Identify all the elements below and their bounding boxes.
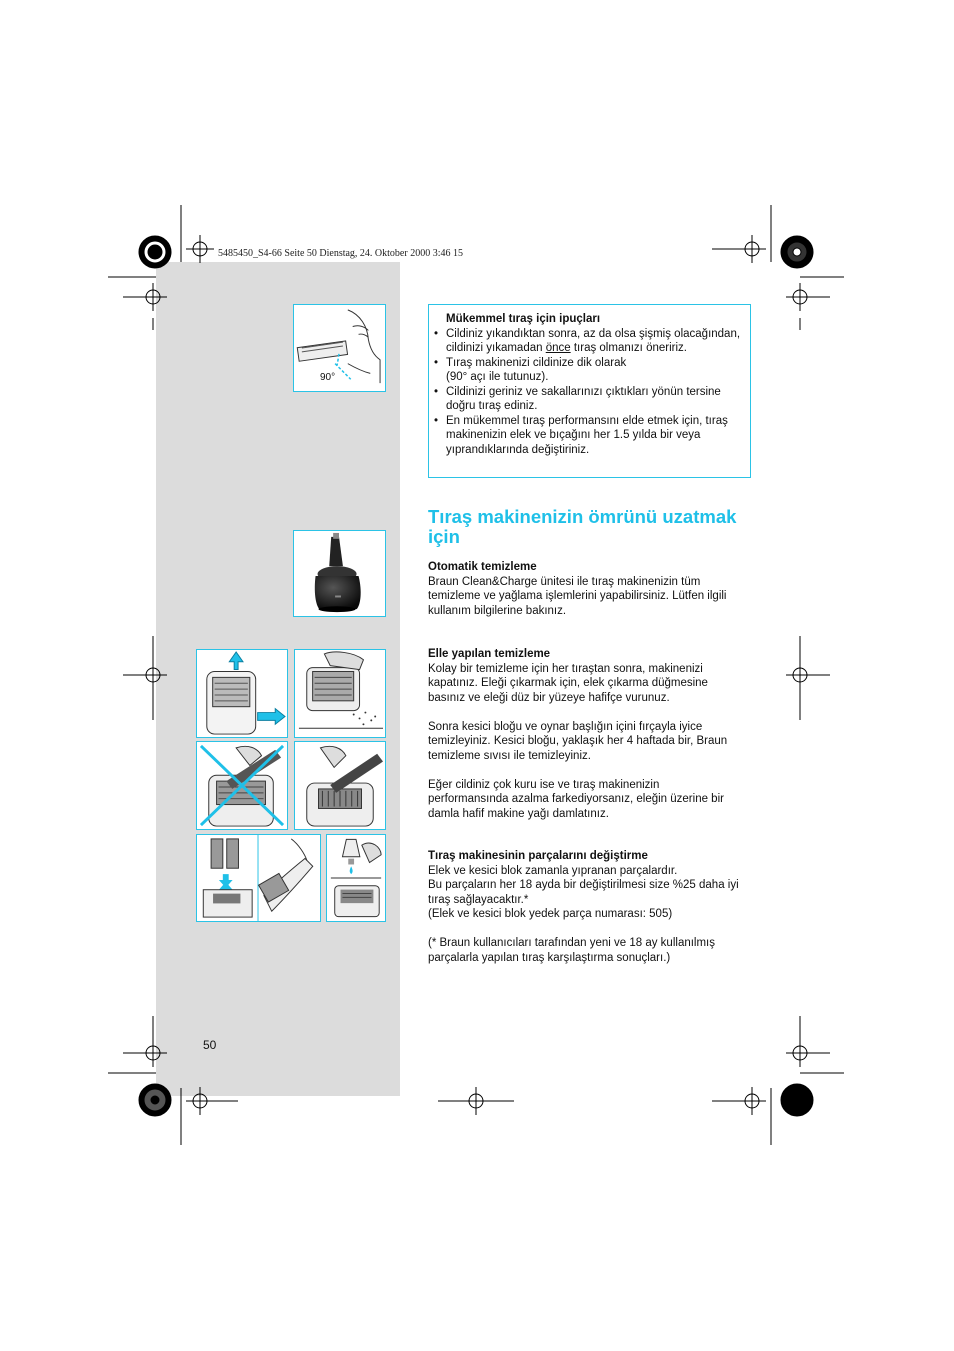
manual-clean-para2: Sonra kesici bloğu ve oynar başlığın içini fırçayla iyice temizleyiniz. Kesici bloğu, yaklaşık her 4 haftada bir, Braun temizleme sıvısı ile temizleyiniz. — [428, 720, 728, 762]
manual-clean-title: Elle yapılan temizleme — [428, 648, 551, 660]
brush-cutter-illustration — [295, 742, 385, 829]
tap-foil-illustration — [295, 650, 385, 737]
figure-oil-foil — [326, 834, 386, 922]
auto-clean-section — [428, 560, 753, 618]
replace-parts-line2: Bu parçaların her 18 ayda bir değiştirilmesi size %25 daha iyi tıraş sağlayacaktır.* — [428, 879, 739, 906]
replace-parts-section — [428, 849, 753, 965]
underlined-word: önce — [545, 342, 571, 354]
figure-do-not-brush-foil — [196, 741, 288, 830]
section-heading: Tıraş makinenizin ömrünü uzatmak için — [428, 506, 737, 547]
tips-item-text: (90° açı ile tutunuz). — [446, 371, 549, 383]
tips-item — [433, 356, 744, 385]
angle-label: 90° — [320, 372, 336, 383]
tips-list — [433, 327, 744, 458]
manual-clean-section — [428, 647, 753, 821]
tips-item — [433, 327, 744, 356]
figure-replace-parts — [196, 834, 321, 922]
figure-clean-charge-unit — [293, 530, 386, 617]
replace-parts-line3: (Elek ve kesici blok yedek parça numarası: 505) — [428, 908, 673, 920]
manual-clean-para3: Eğer cildiniz çok kuru ise ve tıraş makinenizin performansında azalma farkediyorsanız, eleğin üzerine bir damla hafif makine yağı damlatınız. — [428, 778, 724, 820]
remove-foil-illustration — [197, 650, 287, 737]
tips-title: Mükemmel tıraş için ipuçları — [446, 313, 601, 325]
tips-item: • Cildinizi geriniz ve sakallarınızı çıktıkları yönün tersine doğru tıraş ediniz. — [433, 385, 744, 414]
figure-shaving-angle — [293, 304, 386, 392]
replace-parts-illustration — [197, 835, 320, 921]
replace-parts-title: Tıraş makinesinin parçalarını değiştirme — [428, 850, 648, 862]
tips-item: • En mükemmel tıraş performansını elde etmek için, tıraş makinenizin elek ve bıçağını her 1.5 yılda bir veya yıprandıklarında değiştiriniz. — [433, 414, 744, 458]
print-slug: 5485450_S4-66 Seite 50 Dienstag, 24. Oktober 2000 3:46 15 — [218, 248, 463, 259]
tips-item-text: Tıraş makinenizi cildinize dik olarak — [446, 356, 627, 369]
shaver-face-illustration — [294, 305, 385, 391]
clean-charge-illustration — [294, 531, 385, 616]
figure-brush-cutter-block — [294, 741, 386, 830]
manual-clean-para1: Kolay bir temizleme için her tıraştan sonra, makinenizi kapatınız. Eleği çıkarmak için, elek çıkarma düğmesine basınız ve eleği düz bir yüzeye hafifçe vurunuz. — [428, 662, 708, 704]
auto-clean-title: Otomatik temizleme — [428, 561, 537, 573]
figure-tap-foil — [294, 649, 386, 738]
oil-drop-illustration — [327, 835, 385, 921]
replace-parts-line1: Elek ve kesici blok zamanla yıpranan parçalardır. — [428, 864, 678, 877]
page-number: 50 — [203, 1038, 217, 1052]
tips-item-text: Cildiniz yıkandıktan sonra, az da olsa şişmiş olacağından, cildinizi yıkamadan — [446, 327, 741, 354]
replace-parts-footnote: (* Braun kullanıcıları tarafından yeni ve 18 ay kullanılmış parçalarla yapılan tıraş karşılaştırma sonuçları.) — [428, 937, 716, 964]
auto-clean-text: Braun Clean&Charge ünitesi ile tıraş makinenizin tüm temizleme ve yağlama işlemlerini yapabilirsiniz. Lütfen ilgili kullanım bilgilerine bakınız. — [428, 575, 727, 617]
no-brush-foil-illustration — [197, 742, 287, 829]
tips-box — [428, 304, 751, 478]
tips-item-text: tıraş olmanızı öneririz. — [570, 342, 687, 354]
figure-remove-foil — [196, 649, 288, 738]
